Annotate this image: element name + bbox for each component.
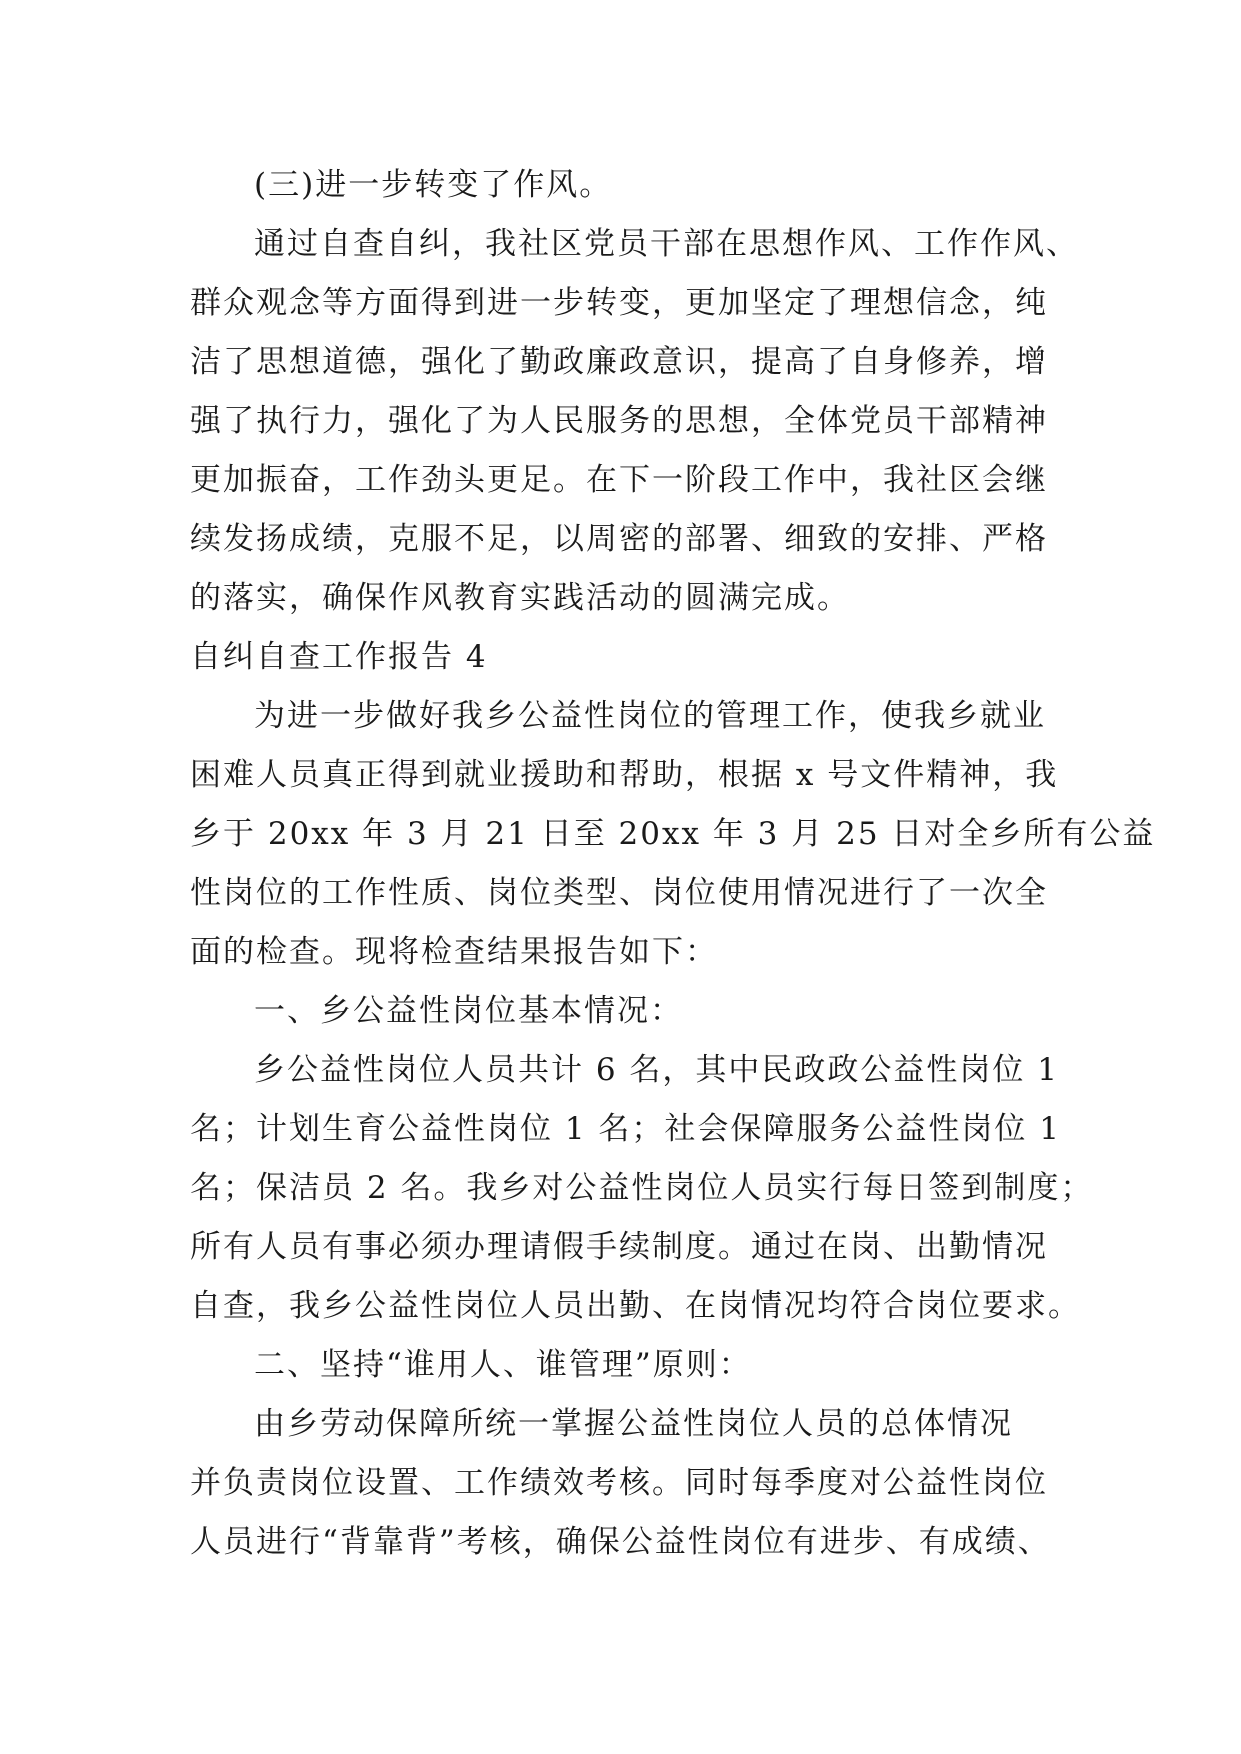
- paragraph-self-inspection-result: [190, 215, 1079, 628]
- subsection-heading-improve-style: (三)进一步转变了作风。: [254, 167, 613, 203]
- paragraph-line: 名；计划生育公益性岗位 1 名；社会保障服务公益性岗位 1: [190, 1111, 1062, 1147]
- paragraph-introduction: [190, 687, 1156, 982]
- paragraph-line: 洁了思想道德，强化了勤政廉政意识，提高了自身修养，增: [190, 344, 1048, 380]
- paragraph-basic-situation: [190, 1041, 1094, 1336]
- paragraph-line: 群众观念等方面得到进一步转变，更加坚定了理想信念，纯: [190, 285, 1048, 321]
- paragraph-line: 人员进行“背靠背”考核，确保公益性岗位有进步、有成绩、: [190, 1524, 1051, 1560]
- paragraph-management-principle: [190, 1395, 1054, 1572]
- paragraph-line: 乡于 20xx 年 3 月 21 日至 20xx 年 3 月 25 日对全乡所有公益: [190, 816, 1156, 852]
- document-body: [190, 156, 1156, 1572]
- paragraph-line: 续发扬成绩，克服不足，以周密的部署、细致的安排、严格: [190, 521, 1048, 557]
- paragraph-line: 性岗位的工作性质、岗位类型、岗位使用情况进行了一次全: [190, 875, 1048, 911]
- paragraph-line: 自查，我乡公益性岗位人员出勤、在岗情况均符合岗位要求。: [190, 1288, 1081, 1324]
- section-title: 自纠自查工作报告 4: [190, 639, 488, 675]
- heading-basic-situation: 一、乡公益性岗位基本情况：: [254, 993, 683, 1029]
- paragraph-line: 并负责岗位设置、工作绩效考核。同时每季度对公益性岗位: [190, 1465, 1048, 1501]
- paragraph-line: 所有人员有事必须办理请假手续制度。通过在岗、出勤情况: [190, 1229, 1048, 1265]
- paragraph-line: 乡公益性岗位人员共计 6 名，其中民政政公益性岗位 1: [254, 1052, 1060, 1088]
- paragraph-line: 困难人员真正得到就业援助和帮助，根据 x 号文件精神，我: [190, 757, 1059, 793]
- paragraph-line: 更加振奋，工作劲头更足。在下一阶段工作中，我社区会继: [190, 462, 1048, 498]
- paragraph-line: 面的检查。现将检查结果报告如下：: [190, 934, 718, 970]
- paragraph-line: 为进一步做好我乡公益性岗位的管理工作，使我乡就业: [254, 698, 1046, 734]
- paragraph-line: 的落实，确保作风教育实践活动的圆满完成。: [190, 580, 850, 616]
- paragraph-line: 通过自查自纠，我社区党员干部在思想作风、工作作风、: [254, 226, 1079, 262]
- paragraph-line: 强了执行力，强化了为人民服务的思想，全体党员干部精神: [190, 403, 1048, 439]
- heading-management-principle: 二、坚持“谁用人、谁管理”原则：: [254, 1347, 752, 1383]
- paragraph-line: 由乡劳动保障所统一掌握公益性岗位人员的总体情况: [254, 1406, 1013, 1442]
- paragraph-line: 名；保洁员 2 名。我乡对公益性岗位人员实行每日签到制度；: [190, 1170, 1094, 1206]
